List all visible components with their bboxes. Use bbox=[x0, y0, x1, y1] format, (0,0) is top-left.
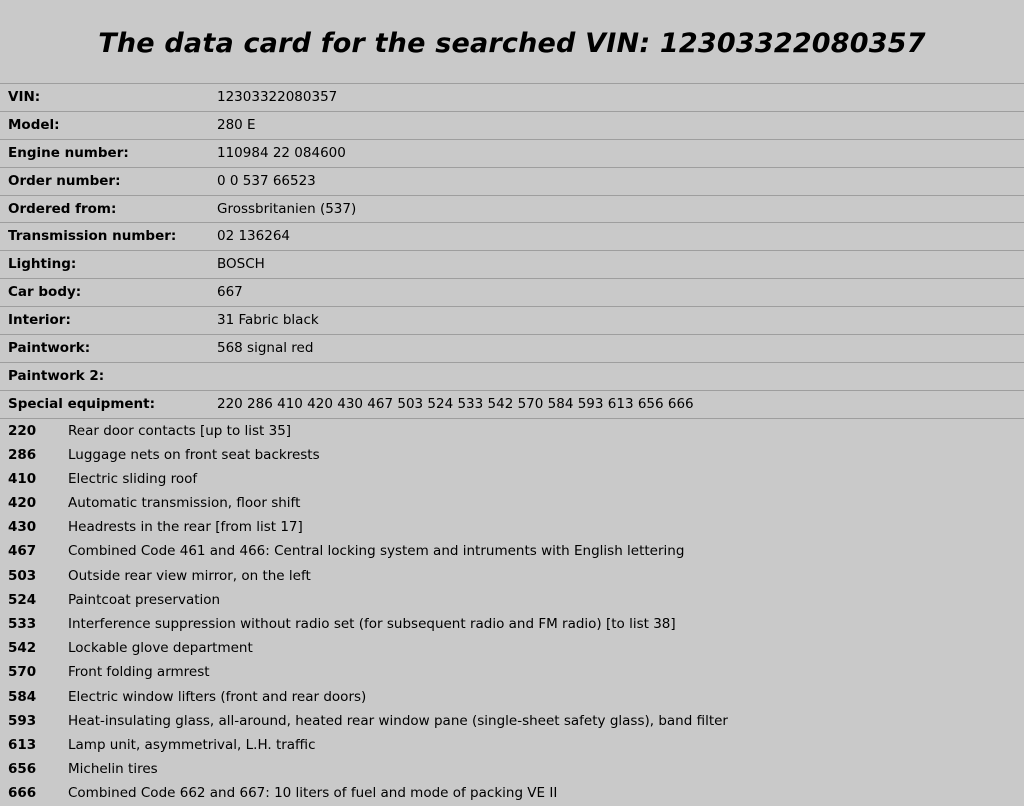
equipment-code: 533 bbox=[8, 616, 37, 632]
equipment-description: Interference suppression without radio set (for subsequent radio and FM radio) [to list 38] bbox=[68, 616, 676, 632]
field-label: Order number: bbox=[8, 172, 121, 189]
list-item bbox=[0, 709, 1024, 733]
field-label: VIN: bbox=[8, 89, 41, 105]
list-item bbox=[0, 515, 1024, 539]
equipment-description: Front folding armrest bbox=[68, 664, 210, 681]
list-item bbox=[0, 491, 1024, 515]
equipment-code: 420 bbox=[8, 495, 37, 512]
field-value: BOSCH bbox=[217, 256, 265, 273]
vehicle-data-table bbox=[0, 83, 1024, 419]
field-label: Paintwork 2: bbox=[8, 367, 105, 384]
field-value: 280 E bbox=[217, 116, 256, 133]
table-row bbox=[0, 279, 1024, 307]
equipment-code: 286 bbox=[8, 446, 37, 463]
list-item bbox=[0, 612, 1024, 636]
table-row bbox=[0, 84, 1024, 112]
field-label: Special equipment: bbox=[8, 395, 156, 412]
list-item bbox=[0, 757, 1024, 781]
special-equipment-table bbox=[0, 419, 1024, 806]
field-label: Paintwork: bbox=[8, 339, 91, 356]
field-value: 220 286 410 420 430 467 503 524 533 542 570 584 593 613 656 666 bbox=[217, 395, 694, 412]
equipment-code: 220 bbox=[8, 422, 37, 439]
field-label: Model: bbox=[8, 116, 60, 133]
field-value: 110984 22 084600 bbox=[217, 144, 346, 161]
field-label: Lighting: bbox=[8, 256, 77, 273]
equipment-description: Heat-insulating glass, all-around, heated rear window pane (single-sheet safety glass), band filter bbox=[68, 712, 728, 729]
table-row bbox=[0, 307, 1024, 335]
equipment-description: Headrests in the rear [from list 17] bbox=[68, 519, 303, 536]
field-label: Ordered from: bbox=[8, 200, 117, 217]
equipment-code: 410 bbox=[8, 470, 37, 487]
equipment-code: 467 bbox=[8, 543, 37, 560]
table-row bbox=[0, 167, 1024, 195]
table-row bbox=[0, 195, 1024, 223]
table-row bbox=[0, 390, 1024, 418]
equipment-code: 613 bbox=[8, 736, 37, 753]
equipment-description: Outside rear view mirror, on the left bbox=[68, 567, 311, 584]
equipment-code: 430 bbox=[8, 519, 37, 536]
table-row bbox=[0, 111, 1024, 139]
equipment-code: 570 bbox=[8, 664, 37, 681]
vehicle-data-body bbox=[0, 84, 1024, 419]
field-label: Engine number: bbox=[8, 144, 129, 161]
field-value: 568 signal red bbox=[217, 339, 314, 356]
field-value: 667 bbox=[217, 284, 243, 301]
table-row bbox=[0, 334, 1024, 362]
list-item bbox=[0, 636, 1024, 660]
field-value: 12303322080357 bbox=[217, 89, 338, 105]
equipment-description: Paintcoat preservation bbox=[68, 591, 221, 608]
field-label: Car body: bbox=[8, 284, 82, 301]
field-value: 0 0 537 66523 bbox=[217, 172, 316, 189]
list-item bbox=[0, 685, 1024, 709]
list-item bbox=[0, 539, 1024, 563]
list-item bbox=[0, 733, 1024, 757]
equipment-description: Electric window lifters (front and rear doors) bbox=[68, 688, 367, 705]
equipment-description: Combined Code 461 and 466: Central locking system and intruments with English lettering bbox=[68, 543, 685, 560]
field-value bbox=[209, 362, 1024, 390]
equipment-description: Automatic transmission, floor shift bbox=[68, 495, 301, 512]
table-row bbox=[0, 139, 1024, 167]
field-value: Grossbritanien (537) bbox=[217, 200, 357, 217]
field-label: Interior: bbox=[8, 312, 71, 328]
table-row bbox=[0, 362, 1024, 390]
page-title: The data card for the searched VIN: 12303322080357 bbox=[98, 28, 926, 59]
table-row bbox=[0, 223, 1024, 251]
equipment-code: 503 bbox=[8, 567, 37, 584]
list-item bbox=[0, 781, 1024, 805]
equipment-description: Rear door contacts [up to list 35] bbox=[68, 422, 292, 439]
equipment-description: Luggage nets on front seat backrests bbox=[68, 446, 320, 463]
list-item bbox=[0, 419, 1024, 443]
equipment-description: Electric sliding roof bbox=[68, 470, 198, 487]
equipment-description: Lockable glove department bbox=[68, 640, 253, 657]
equipment-description: Michelin tires bbox=[68, 761, 158, 778]
list-item bbox=[0, 588, 1024, 612]
equipment-description: Combined Code 662 and 667: 10 liters of fuel and mode of packing VE II bbox=[68, 785, 558, 802]
equipment-code: 593 bbox=[8, 712, 37, 729]
list-item bbox=[0, 467, 1024, 491]
equipment-code: 666 bbox=[8, 785, 37, 802]
field-label: Transmission number: bbox=[8, 228, 177, 245]
equipment-code: 524 bbox=[8, 591, 37, 608]
equipment-code: 656 bbox=[8, 761, 37, 778]
list-item bbox=[0, 564, 1024, 588]
equipment-code: 542 bbox=[8, 640, 37, 657]
list-item bbox=[0, 443, 1024, 467]
field-value: 31 Fabric black bbox=[217, 312, 319, 328]
special-equipment-body bbox=[0, 419, 1024, 806]
field-value: 02 136264 bbox=[217, 228, 291, 245]
equipment-code: 584 bbox=[8, 688, 37, 705]
table-row bbox=[0, 251, 1024, 279]
equipment-description: Lamp unit, asymmetrival, L.H. traffic bbox=[68, 736, 316, 753]
list-item bbox=[0, 660, 1024, 684]
